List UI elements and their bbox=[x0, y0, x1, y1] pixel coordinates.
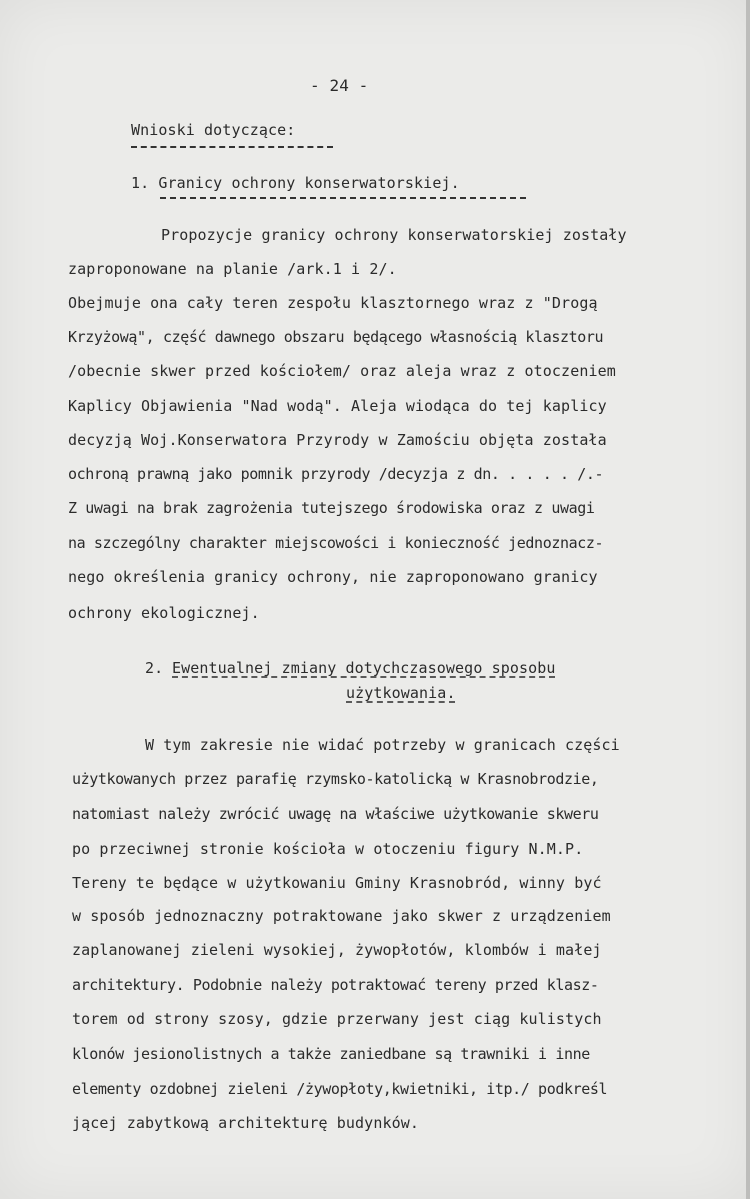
section2-line: natomiast należy zwrócić uwagę na właściwe użytkowanie skweru bbox=[72, 805, 599, 823]
section1-title-underline bbox=[160, 197, 526, 199]
section2-line: po przeciwnej stronie kościoła w otoczeniu figury N.M.P. bbox=[72, 840, 584, 858]
section2-line: torem od strony szosy, gdzie przerwany jest ciąg kulistych bbox=[72, 1010, 602, 1028]
section2-line: w sposób jednoznaczny potraktowane jako skwer z urządzeniem bbox=[72, 907, 611, 925]
section2-line: użytkowanych przez parafię rzymsko-katolicką w Krasnobrodzie, bbox=[72, 770, 599, 788]
section1-line: decyzją Woj.Konserwatora Przyrody w Zamościu objęta została bbox=[68, 431, 607, 449]
section2-line: W tym zakresie nie widać potrzeby w granicach części bbox=[145, 736, 620, 754]
section1-line: nego określenia granicy ochrony, nie zaproponowano granicy bbox=[68, 568, 598, 586]
section1-line: ochrony ekologicznej. bbox=[68, 604, 260, 622]
section2-line: jącej zabytkową architekturę budynków. bbox=[72, 1114, 419, 1132]
conclusions-heading: Wnioski dotyczące: bbox=[131, 121, 296, 139]
section1-line: Z uwagi na brak zagrożenia tutejszego środowiska oraz z uwagi bbox=[68, 499, 595, 517]
section1-line: na szczególny charakter miejscowości i konieczność jednoznacz- bbox=[68, 534, 604, 552]
section1-line: Propozycje granicy ochrony konserwatorskiej zostały bbox=[161, 226, 627, 244]
section2-line: Tereny te będące w użytkowaniu Gminy Krasnobród, winny być bbox=[72, 874, 602, 892]
section2-title-line2: użytkowania. bbox=[346, 684, 456, 702]
section1-line: Krzyżową", część dawnego obszaru będącego własnością klasztoru bbox=[68, 328, 604, 346]
section2-number: 2. bbox=[145, 659, 164, 677]
page-number: - 24 - bbox=[310, 76, 369, 95]
section2-line: elementy ozdobnej zieleni /żywopłoty,kwietniki, itp./ podkreśl bbox=[72, 1080, 608, 1098]
page-edge bbox=[746, 0, 750, 1199]
section1-line: /obecnie skwer przed kościołem/ oraz aleja wraz z otoczeniem bbox=[68, 362, 616, 380]
section1-line: ochroną prawną jako pomnik przyrody /decyzja z dn. . . . . /.- bbox=[68, 465, 604, 483]
section1-line: Obejmuje ona cały teren zespołu klasztornego wraz z "Drogą bbox=[68, 294, 598, 312]
section1-line: zaproponowane na planie /ark.1 i 2/. bbox=[68, 260, 397, 278]
section2-line: zaplanowanej zieleni wysokiej, żywopłotów, klombów i małej bbox=[72, 941, 602, 959]
section2-line: klonów jesionolistnych a także zaniedbane są trawniki i inne bbox=[72, 1045, 590, 1063]
section2-line: architektury. Podobnie należy potraktować tereny przed klasz- bbox=[72, 976, 599, 994]
section1-line: Kaplicy Objawienia "Nad wodą". Aleja wiodąca do tej kaplicy bbox=[68, 397, 607, 415]
section2-title-line1: Ewentualnej zmiany dotychczasowego sposobu bbox=[172, 659, 556, 677]
heading-underline bbox=[131, 146, 333, 148]
section1-title: 1. Granicy ochrony konserwatorskiej. bbox=[131, 174, 460, 192]
